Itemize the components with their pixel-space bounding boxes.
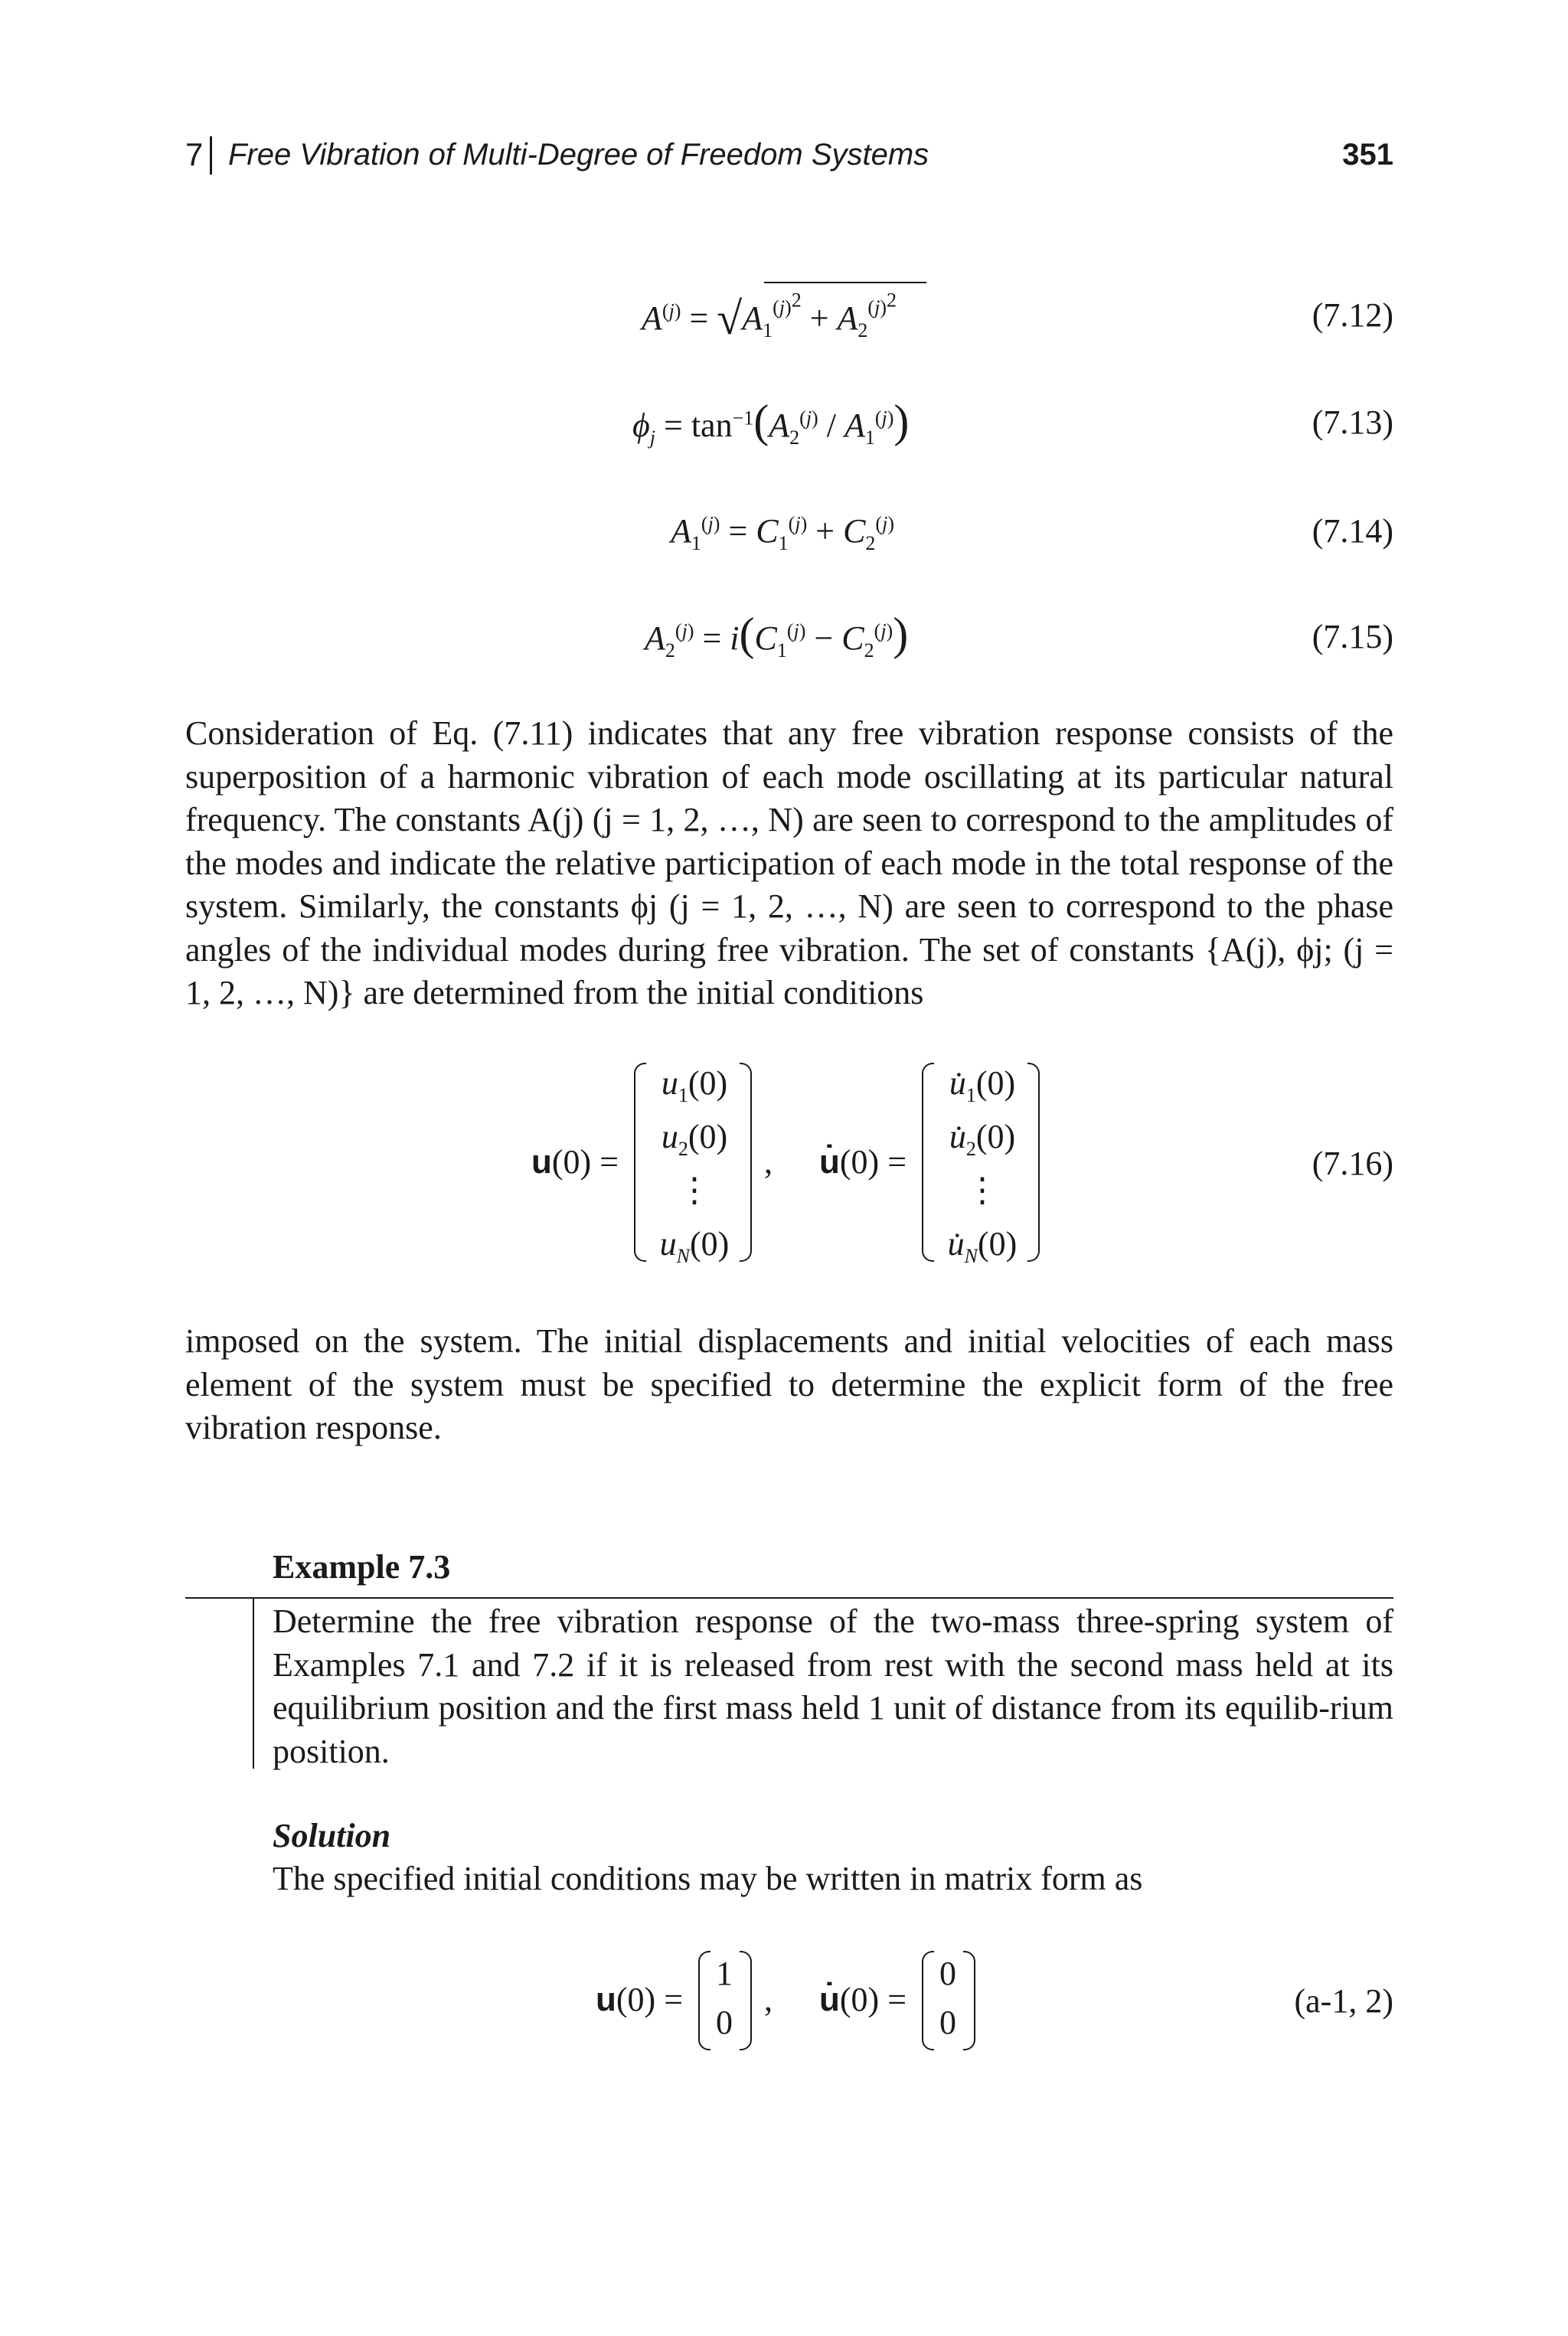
example-side-rule (253, 1599, 254, 1769)
equation-7-12: $A^{(j)} = √A_1^{(j)^2} + A_2^{(j)^2}$ (642, 289, 897, 344)
chapter-number: 7 (185, 136, 204, 172)
right-brace (740, 1063, 752, 1262)
paragraph-text: imposed on the system. The initial displacements and initial velocities of each mass element of the system must be specified to determine the explicit form of the free vibration response. (185, 1322, 1393, 1446)
running-header (185, 132, 1393, 178)
right-brace (963, 1951, 975, 2050)
equation-7-16-rhs-label: u̇(0) = (819, 1143, 907, 1181)
right-brace (1027, 1063, 1040, 1262)
velocity-vector: $u̇_1(0)$ $u̇_2(0)$ ⋮ $u̇_N(0)$ (947, 1064, 1018, 1267)
body-paragraph (185, 712, 1393, 1015)
right-brace (740, 1951, 752, 2050)
left-brace (634, 1063, 646, 1262)
equation-a-rhs-label: u̇(0) = (819, 1981, 907, 2018)
equation-number: (7.13) (1312, 403, 1393, 441)
equation-number: (7.15) (1312, 618, 1393, 655)
chapter-title: Free Vibration of Multi-Degree of Freedom Systems (228, 138, 929, 172)
left-brace (922, 1063, 934, 1262)
displacement-vector: $u_1(0)$ $u_2(0)$ ⋮ $u_N(0)$ (659, 1064, 730, 1267)
equation-7-15: $A_2^{(j)} = i(C_1^{(j)} - C_2^{(j)})$ (645, 609, 909, 662)
sqrt-vinculum (764, 282, 926, 283)
equation-7-14: $A_1^{(j)} = C_1^{(j)} + C_2^{(j)}$ (671, 512, 894, 554)
body-paragraph (185, 1320, 1393, 1450)
separator-comma: , (764, 1143, 773, 1181)
paragraph-text: Consideration of Eq. (7.11) indicates that any free vibration response consists of the superposition of a harmonic vibration of each mode oscillating at its particular natural frequency. The constants A(j) (j = 1, 2, …, N) are seen to correspond to the amplitudes of the modes and indicate the relative participation of each mode in the total response of the system. Similarly, the constants ϕj (j = 1, 2, …, N) are seen to correspond to the phase angles of the individual modes during free vibration. The set of constants {A(j), ϕj; (j = 1, 2, …, N)} are determined from the initial conditions (185, 714, 1393, 1011)
initial-velocity-vector: 0 0 (939, 1955, 956, 2041)
solution-text: The specified initial conditions may be written in matrix form as (273, 1860, 1143, 1897)
initial-displacement-vector: 1 0 (716, 1955, 733, 2041)
equation-number: (7.12) (1312, 296, 1393, 334)
example-top-rule (185, 1597, 1393, 1599)
solution-heading: Solution (273, 1817, 391, 1854)
equation-a-lhs: u(0) = (596, 1981, 684, 2018)
equation-7-16-lhs: u(0) = (531, 1143, 619, 1181)
equation-number: (7.16) (1312, 1145, 1393, 1182)
header-divider (210, 136, 212, 175)
example-heading: Example 7.3 (273, 1548, 451, 1586)
equation-7-13: $\phi_j = \tan^{-1}(A_2^{(j)} / A_1^{(j)})$ (632, 396, 910, 449)
separator-comma: , (764, 1981, 773, 2018)
example-statement: Determine the free vibration response of the two-mass three-spring system of Examples 7.1 and 7.2 if it is released from rest with the second mass held at its equilibrium position and the first mass held 1 unit of distance from its equilib-rium position. (273, 1603, 1393, 1770)
page-number: 351 (1342, 138, 1393, 172)
equation-number: (a-1, 2) (1294, 1982, 1393, 2020)
equation-number: (7.14) (1312, 512, 1393, 550)
